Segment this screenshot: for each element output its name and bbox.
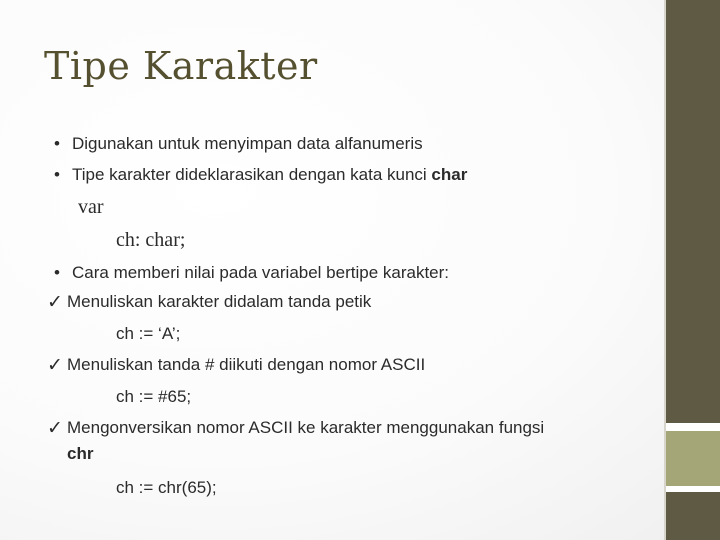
sidebar-stripe-white-2	[666, 486, 720, 492]
check-icon: ✓	[47, 291, 63, 313]
sidebar-stripe-white	[666, 423, 720, 431]
keyword-char: char	[431, 165, 468, 184]
code-var-keyword: var	[78, 196, 104, 218]
bullet-icon: •	[54, 165, 60, 184]
bullet-text-1: Digunakan untuk menyimpan data alfanumeris	[72, 134, 423, 153]
check-text-3: Mengonversikan nomor ASCII ke karakter menggunakan fungsi	[67, 418, 545, 437]
code-example-3: ch := chr(65);	[116, 478, 217, 497]
check-text-3-continuation: chr	[67, 444, 94, 463]
bullet-text-2-main: Tipe karakter dideklarasikan dengan kata kunci	[72, 165, 432, 184]
check-text-2: Menuliskan tanda # diikuti dengan nomor ASCII	[67, 355, 426, 374]
bullet-icon: •	[54, 134, 60, 153]
bullet-text-3: Cara memberi nilai pada variabel bertipe karakter:	[72, 263, 450, 282]
check-text-1: Menuliskan karakter didalam tanda petik	[67, 292, 372, 311]
sidebar-stripe-accent	[666, 431, 720, 486]
bullet-icon: •	[54, 263, 60, 282]
code-var-declaration: ch: char;	[116, 229, 186, 251]
code-example-2: ch := #65;	[116, 387, 192, 406]
bullet-text-2	[72, 164, 467, 186]
check-icon: ✓	[47, 354, 63, 376]
slide-title: Tipe Karakter	[44, 44, 318, 88]
code-example-1: ch := ‘A’;	[116, 324, 181, 343]
check-icon: ✓	[47, 417, 63, 439]
